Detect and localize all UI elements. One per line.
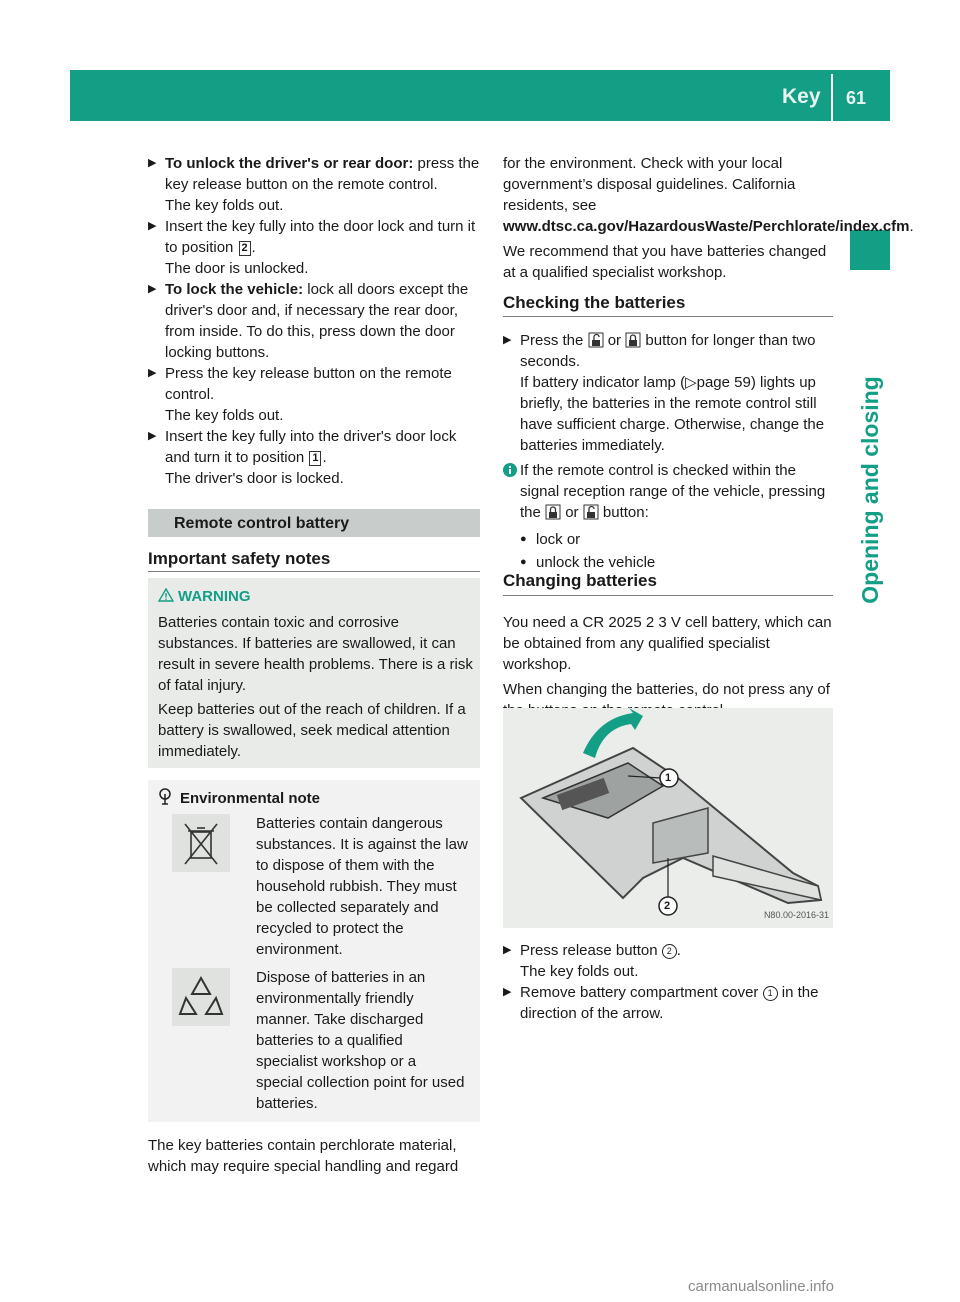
unlock-button-icon	[583, 504, 599, 520]
arrow-right-icon: ▶	[148, 367, 157, 379]
arrow-right-icon: ▶	[503, 944, 512, 956]
page-header-bar	[70, 70, 890, 121]
instruction-step: ▶ Insert the key fully into the door lock and turn it to position 2 . The door is unlocked.	[148, 218, 476, 277]
arrow-right-icon: ▶	[503, 986, 512, 998]
list-item: ● unlock the vehicle	[520, 554, 656, 571]
warning-paragraph: Batteries contain toxic and corrosive substances. If batteries are swallowed, it can result in severe health problems. There is a risk of fatal injury.	[158, 614, 473, 694]
callout-2: 2	[664, 900, 671, 912]
side-tab-label: Opening and closing	[857, 376, 883, 604]
side-tab-block	[850, 230, 890, 270]
instruction-step: ▶ Press the key release button on the remote control. The key folds out.	[148, 365, 452, 424]
arrow-right-icon: ▶	[148, 283, 157, 295]
heading-rule	[503, 595, 833, 596]
instruction-step: ▶ To unlock the driver's or rear door: press the key release button on the remote control. The key folds out.	[148, 155, 480, 214]
instruction-step: ▶ Press release button 2 . The key folds out.	[503, 942, 681, 980]
warning-paragraph: Keep batteries out of the reach of children. If a battery is swallowed, seek medical attention immediately.	[158, 701, 466, 760]
body-paragraph: The key batteries contain perchlorate material, which may require special handling and regard	[148, 1137, 459, 1175]
info-note: If the remote control is checked within the signal reception range of the vehicle, pressing the or button: ● lock or ● unlock the vehicle	[503, 460, 835, 573]
env-paragraph: Batteries contain dangerous substances. It is against the law to dispose of them with the household rubbish. They must be collected separately and recycled to protect the environment.	[256, 815, 468, 958]
arrow-right-icon: ▶	[148, 430, 157, 442]
body-paragraph: You need a CR 2025 2 3 V cell battery, which can be obtained from any qualified specialist workshop.	[503, 614, 832, 673]
section-heading-bar: Remote control battery	[148, 509, 480, 537]
key-battery-figure	[503, 708, 833, 928]
unlock-button-icon	[588, 332, 604, 348]
info-icon	[503, 463, 517, 477]
warning-title: WARNING	[158, 586, 251, 607]
left-column	[148, 153, 482, 489]
warning-triangle-icon	[158, 588, 174, 602]
lightbulb-icon	[158, 788, 172, 806]
instruction-step: ▶ Insert the key fully into the driver's door lock and turn it to position 1 . The driver's door is locked.	[148, 428, 457, 487]
environmental-note-box	[148, 780, 480, 1122]
crossed-bin-icon	[172, 814, 230, 872]
warning-box	[148, 578, 480, 768]
callout-marker: 1	[763, 986, 778, 1001]
env-note-title: Environmental note	[158, 788, 320, 809]
instruction-step: ▶ To lock the vehicle: lock all doors except the driver's door and, if necessary the rear door, from inside. To do this, press down the door locking buttons.	[148, 281, 469, 361]
callout-marker: 2	[662, 944, 677, 959]
body-paragraph: for the environment. Check with your local government’s disposal guidelines. California residents, see www.dtsc.ca.gov/HazardousWaste/Perchlorate/index.cfm.	[503, 155, 914, 235]
lock-button-icon	[625, 332, 641, 348]
dtsc-link[interactable]: www.dtsc.ca.gov/HazardousWaste/Perchlorate/index.cfm	[503, 218, 910, 235]
heading-checking-batteries: Checking the batteries	[503, 293, 686, 312]
instruction-step: ▶ Press the or button for longer than two seconds. If battery indicator lamp (▷page 59) lights up briefly, the batteries in the remote control still have sufficient charge. Otherwise, change the batteries immediately.	[503, 332, 825, 454]
lock-button-icon	[545, 504, 561, 520]
arrow-right-icon: ▶	[148, 220, 157, 232]
checking-steps	[503, 330, 835, 573]
callout-1: 1	[665, 772, 672, 784]
body-paragraph: We recommend that you have batteries changed at a qualified specialist workshop.	[503, 243, 827, 281]
body-paragraph: When changing the batteries, do not press any of	[503, 681, 830, 698]
position-marker: 2	[239, 241, 251, 256]
instruction-step: ▶ Remove battery compartment cover 1 in the direction of the arrow.	[503, 984, 819, 1022]
heading-rule	[148, 571, 480, 572]
header-divider	[831, 74, 833, 121]
page-number: 61	[846, 88, 867, 108]
subsection-heading: Important safety notes	[148, 549, 331, 568]
heading-rule	[503, 316, 833, 317]
header-title: Key	[782, 85, 821, 108]
heading-changing-batteries: Changing batteries	[503, 571, 657, 590]
figure-code: N80.00-2016-31	[763, 910, 829, 920]
arrow-right-icon: ▶	[503, 334, 512, 346]
page-reference[interactable]: page 59	[696, 374, 751, 391]
changing-steps	[503, 940, 835, 1024]
right-column	[503, 153, 914, 283]
list-item: ● lock or	[520, 531, 581, 548]
env-paragraph: Dispose of batteries in an environmentally friendly manner. Take discharged batteries to a qualified specialist workshop or a special collection point for used batteries.	[256, 969, 465, 1112]
watermark: carmanualsonline.info	[688, 1278, 834, 1295]
changing-text	[503, 612, 835, 721]
arrow-right-icon: ▶	[148, 157, 157, 169]
position-marker: 1	[309, 451, 321, 466]
recycling-icon	[172, 968, 230, 1026]
